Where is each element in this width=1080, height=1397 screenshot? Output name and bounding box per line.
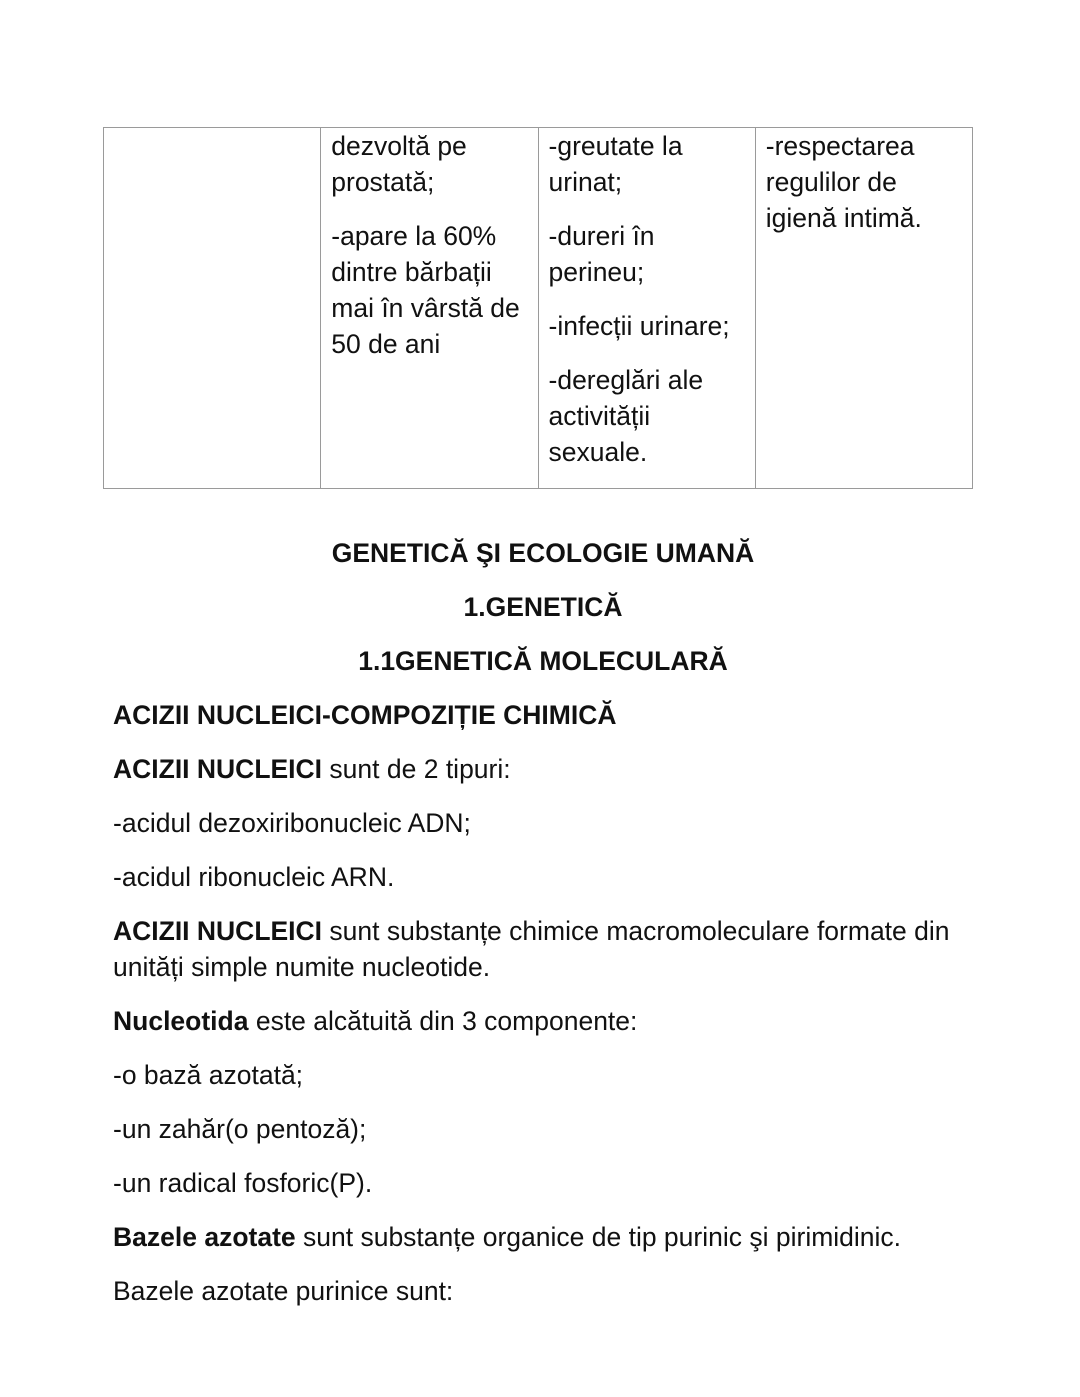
paragraph: -acidul dezoxiribonucleic ADN; — [113, 808, 471, 838]
table-cell-prevention — [755, 128, 972, 489]
bold-term: Nucleotida — [113, 1006, 249, 1036]
table-row — [104, 128, 973, 489]
cell-text: -apare la 60% dintre bărbații mai în vârstă de 50 de ani — [331, 221, 520, 359]
cell-text: -greutate la urinat; — [548, 131, 683, 197]
cell-text: -infecții urinare; — [548, 311, 730, 341]
paragraph — [113, 1003, 973, 1039]
bold-term: ACIZII NUCLEICI — [113, 754, 323, 784]
table-cell-symptoms — [538, 128, 755, 489]
table-cell-empty — [104, 128, 321, 489]
paragraph-text: sunt de 2 tipuri: — [322, 754, 511, 784]
main-heading: GENETICĂ ŞI ECOLOGIE UMANĂ — [331, 538, 755, 568]
paragraph: -o bază azotată; — [113, 1060, 304, 1090]
bold-term: ACIZII NUCLEICI — [113, 916, 323, 946]
section-heading: 1.1GENETICĂ MOLECULARĂ — [358, 646, 728, 676]
paragraph-text: sunt substanțe organice de tip purinic şi pirimidinic. — [295, 1222, 902, 1252]
disease-table — [103, 127, 973, 489]
paragraph-text: este alcătuită din 3 componente: — [248, 1006, 638, 1036]
table-cell-description — [321, 128, 538, 489]
bold-term: Bazele azotate — [113, 1222, 296, 1252]
paragraph-text: sunt substanțe chimice macromoleculare formate din unități simple numite nucleotide. — [113, 916, 950, 982]
paragraph — [113, 751, 973, 787]
cell-text: -dureri în perineu; — [548, 221, 655, 287]
document-body — [113, 535, 973, 1327]
paragraph — [113, 913, 973, 985]
subsection-heading — [113, 697, 973, 733]
paragraph: -acidul ribonucleic ARN. — [113, 862, 395, 892]
cell-text: -respectarea regulilor de igienă intimă. — [765, 131, 922, 233]
paragraph: -un zahăr(o pentoză); — [113, 1114, 367, 1144]
paragraph: Bazele azotate purinice sunt: — [113, 1276, 454, 1306]
paragraph: -un radical fosforic(P). — [113, 1168, 373, 1198]
chapter-heading: 1.GENETICĂ — [463, 592, 623, 622]
cell-text: dezvoltă pe prostată; — [331, 131, 467, 197]
subsection-title: ACIZII NUCLEICI-COMPOZIȚIE CHIMICĂ — [113, 700, 617, 730]
paragraph — [113, 1219, 973, 1255]
cell-text: -dereglări ale activității sexuale. — [548, 365, 704, 467]
